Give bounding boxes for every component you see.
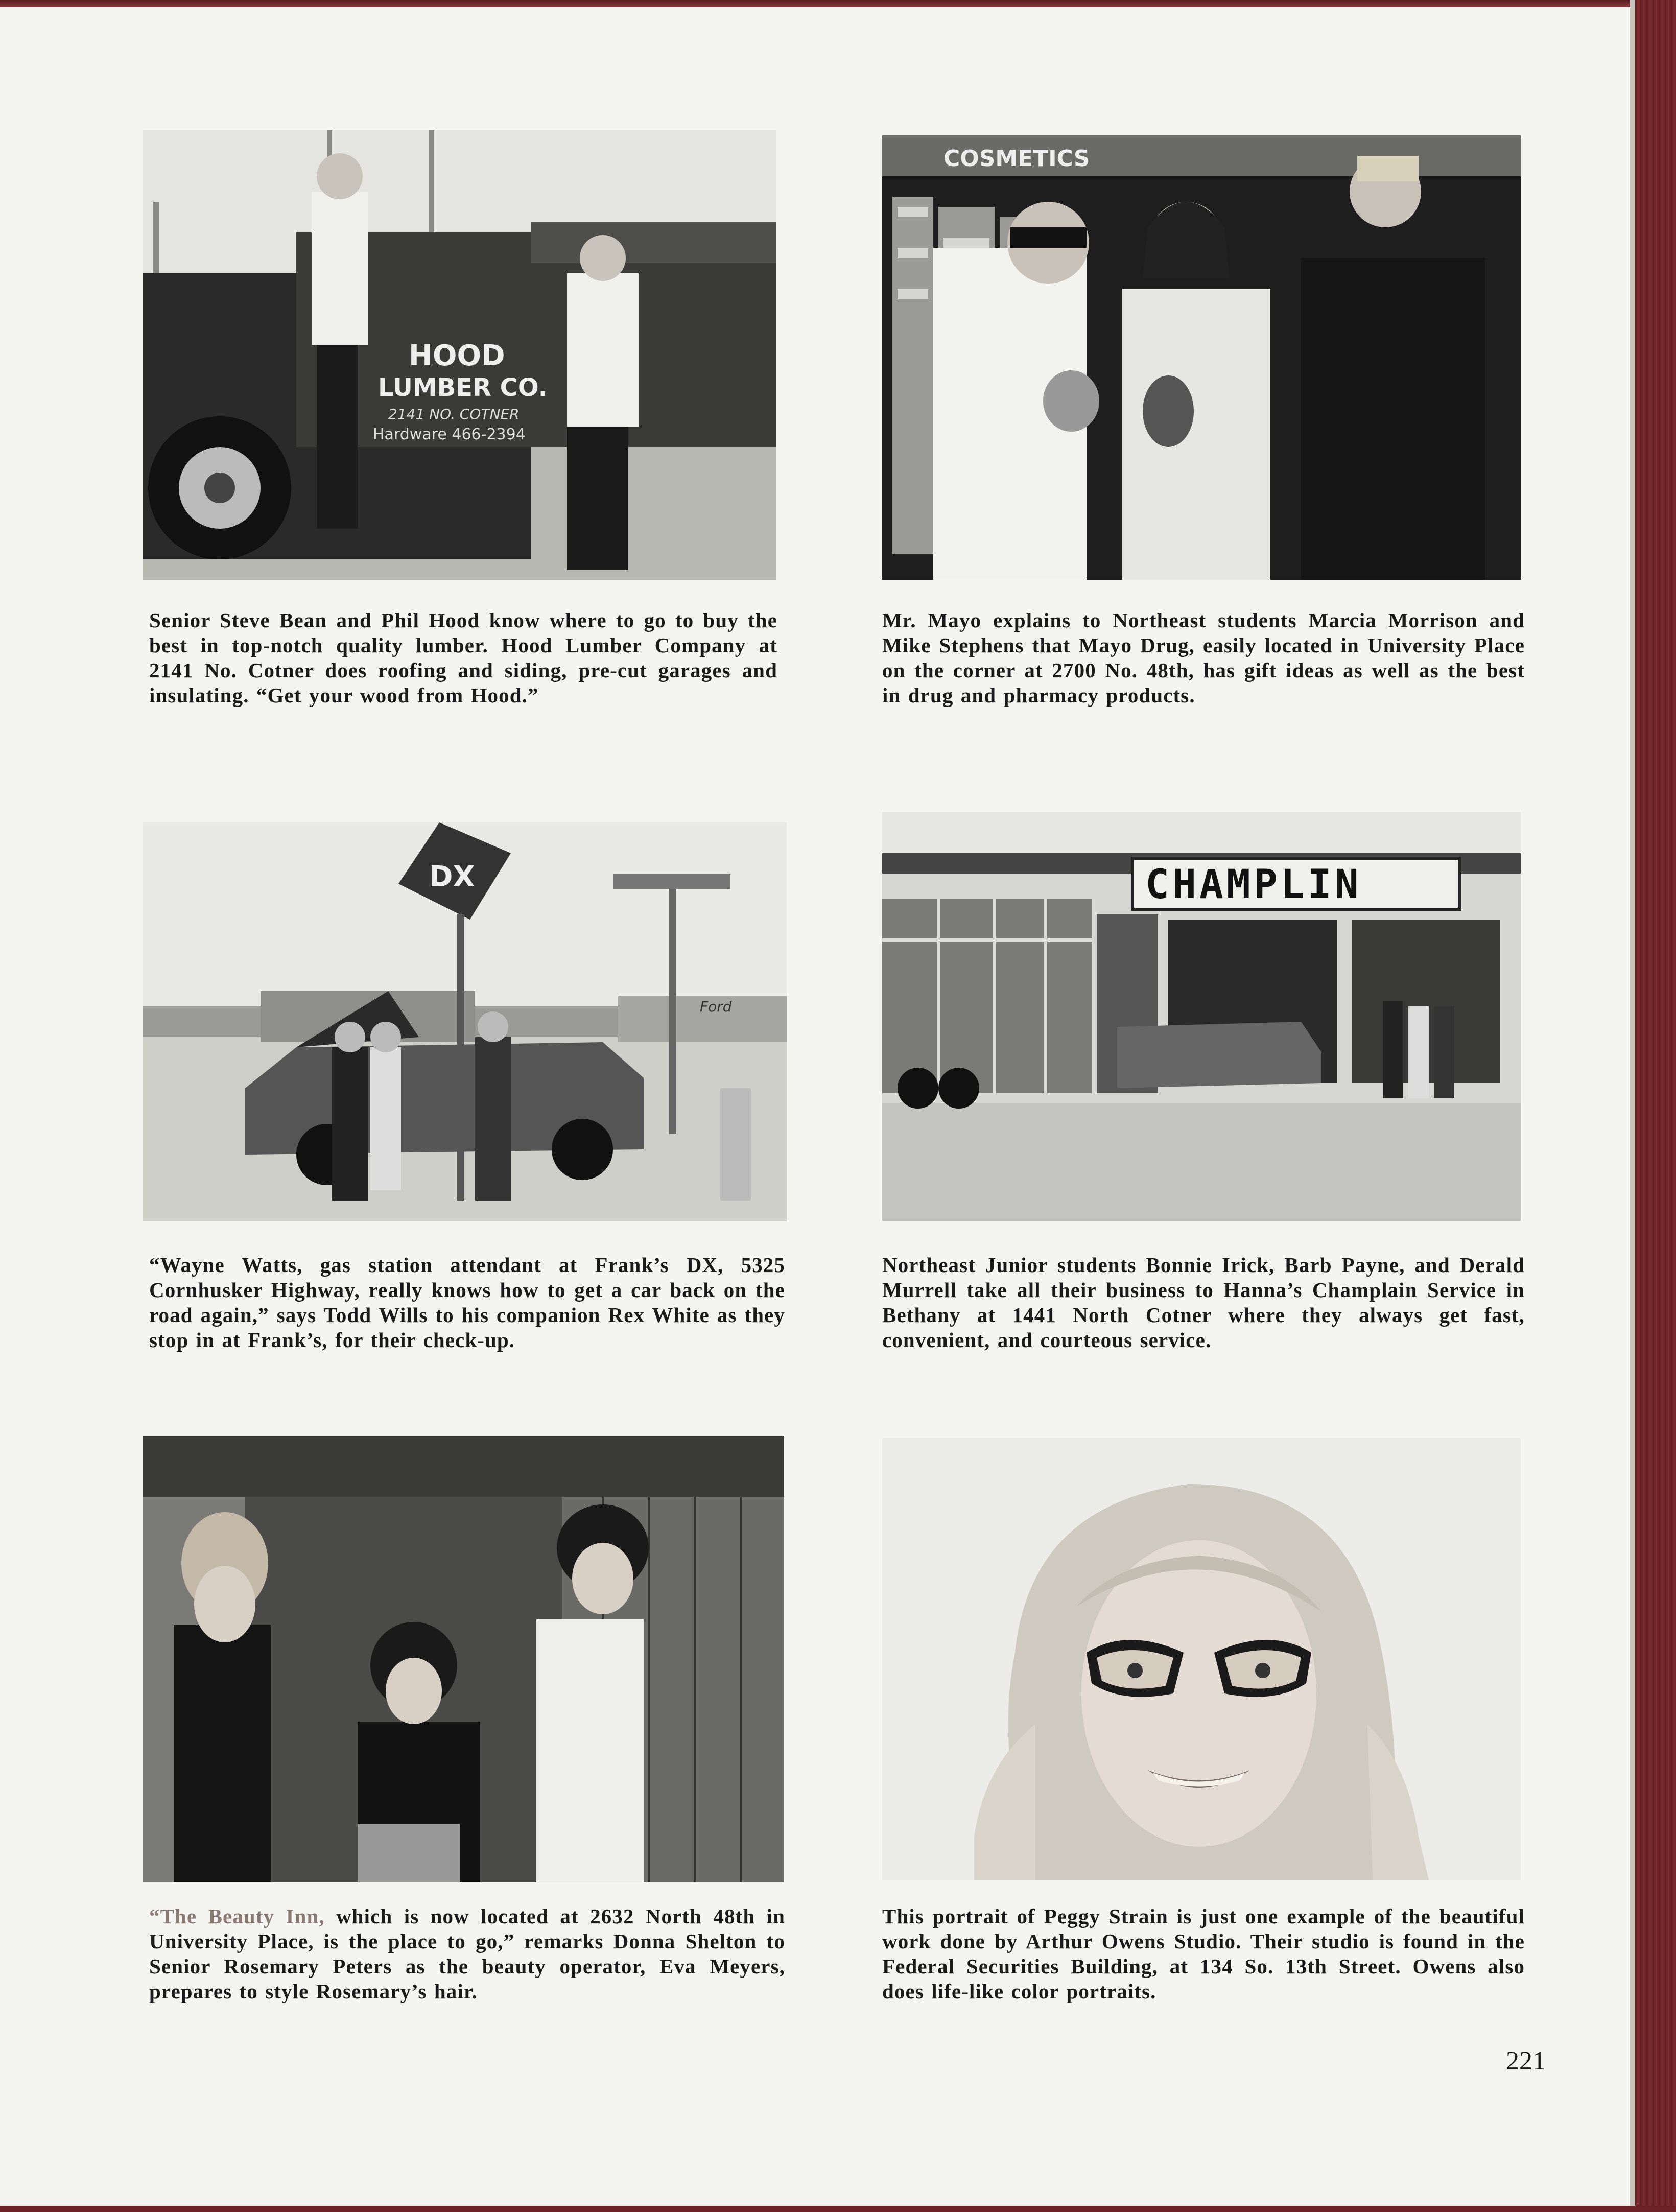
champlin-sign: CHAMPLIN — [1145, 862, 1362, 908]
page-number: 221 — [1506, 2046, 1546, 2076]
photo-franks-dx — [143, 822, 787, 1221]
truck-sign-line-2: LUMBER CO. — [378, 373, 548, 402]
top-binding-edge — [0, 0, 1676, 7]
caption-owens-studio: This portrait of Peggy Strain is just one example of the beautiful work done by Arthur Owens Studio. Their studio is found in the Federal Securities Building, at 134 So. 13th Street. Owens also does life-like color portraits. — [882, 1904, 1525, 2003]
photo-peggy-strain — [882, 1438, 1521, 1880]
dx-sign: DX — [429, 860, 475, 893]
caption-champlin: Northeast Junior students Bonnie Irick, Barb Payne, and Derald Murrell take all their business to Hanna’s Champlain Service in Bethany at 1441 North Cotner where they always get fast, convenient, and courteous service. — [882, 1253, 1525, 1352]
caption-franks-dx: “Wayne Watts, gas station attendant at Frank’s DX, 5325 Cornhusker Highway, really knows how to get a car back on the road again,” says Todd Wills to his companion Rex White as they stop in at Frank’s, for their check-up. — [149, 1253, 785, 1352]
ford-sign: Ford — [700, 998, 732, 1015]
caption-beauty-inn — [149, 1904, 785, 2004]
caption-beauty-inn-body: which is now located at 2632 North 48th in University Place, is the place to go,” remarks Donna Shelton to Senior Rosemary Peters as the beauty operator, Eva Meyers, prepares to style Rosemary’s hair. — [149, 1904, 785, 2003]
store-sign-cosmetics: COSMETICS — [943, 146, 1090, 172]
caption-hood-lumber: Senior Steve Bean and Phil Hood know where to go to buy the best in top-notch quality lumber. Hood Lumber Company at 2141 No. Cotner does roofing and siding, pre-cut garages and insulating. “Get your wood from Hood.” — [149, 608, 777, 707]
bottom-binding-edge — [0, 2206, 1676, 2212]
truck-sign-line-3: 2141 NO. COTNER — [388, 406, 520, 422]
book-binding — [1635, 0, 1676, 2212]
photo-hood-lumber — [143, 130, 776, 580]
truck-sign-line-1: HOOD — [409, 339, 505, 372]
caption-mayo-drug: Mr. Mayo explains to Northeast students Marcia Morrison and Mike Stephens that Mayo Drug, easily located in University Place on the corner at 2700 No. 48th, has gift ideas as well as the best in drug and pharmacy products. — [882, 608, 1525, 707]
photo-champlin — [882, 812, 1521, 1221]
caption-beauty-inn-lead: “The Beauty Inn, — [149, 1904, 325, 1928]
photo-mayo-drug — [882, 135, 1521, 580]
photo-beauty-inn — [143, 1436, 784, 1882]
truck-sign-line-4: Hardware 466-2394 — [373, 426, 526, 443]
